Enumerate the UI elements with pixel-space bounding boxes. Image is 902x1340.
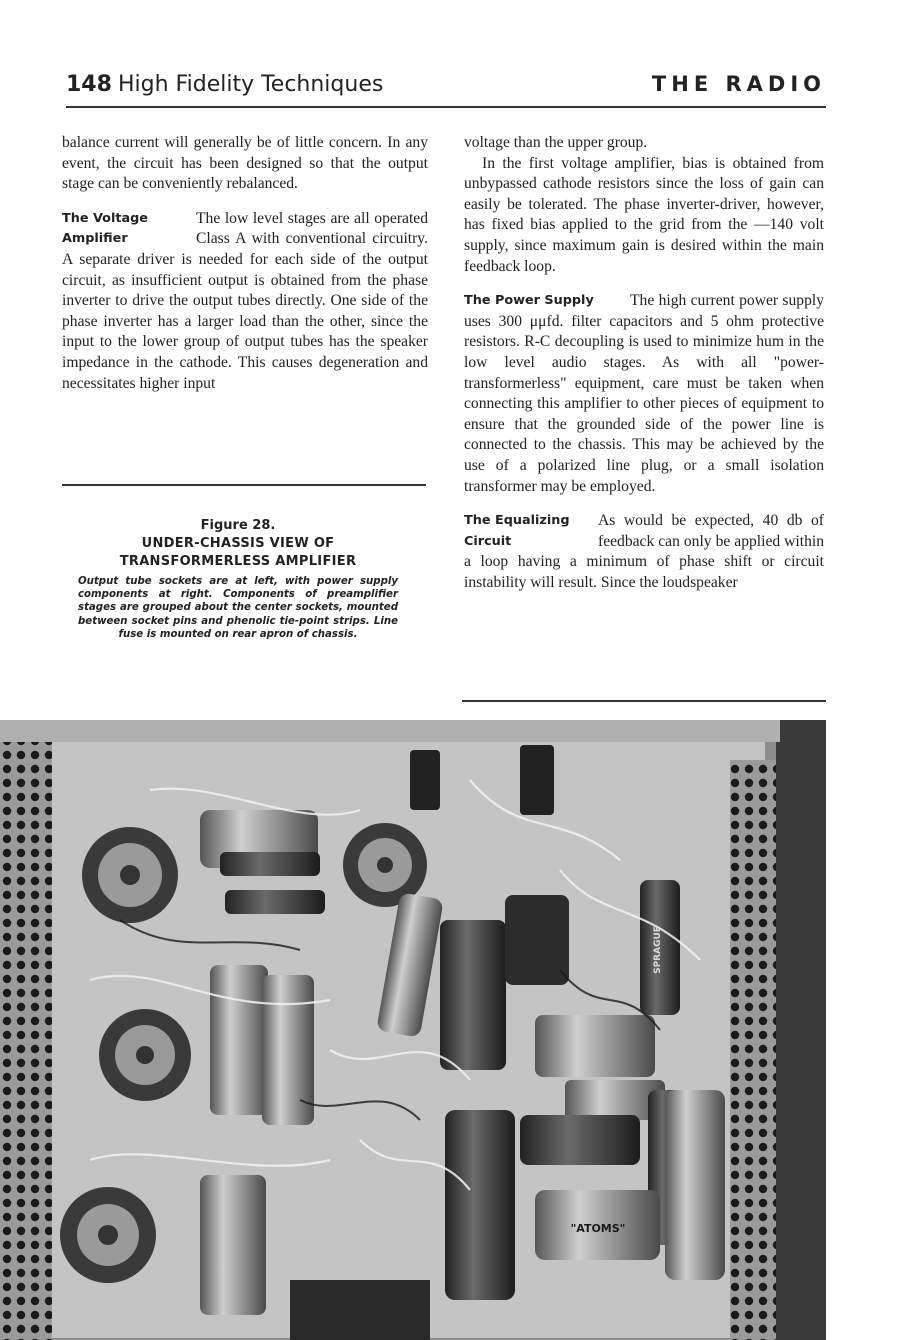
book-title: High Fidelity Techniques	[118, 72, 384, 97]
power-supply-heading: The Power Supply	[464, 293, 594, 309]
header-rule	[66, 106, 826, 108]
voltage-amplifier-heading: The Voltage Amplifier	[62, 210, 148, 247]
right-paragraph-3: The high current power supply uses 300 μμfd. filter capacitors and 5 ohm protective resistors. R-C decoupling is used to minimize hum in the low level audio stages. As with all "power-transformerless" equipment, care must be taken when connecting this amplifier to other pieces of equipment to ensure that the grounded side of the power line is connected to the chassis. This may be achieved by the use of a polarized line plug, or a small isolation transformer may be employed.	[464, 292, 824, 495]
tube-socket-bottom-left	[60, 1187, 156, 1283]
figure-description: Output tube sockets are at left, with power supply components at right. Components of preamplifier stages are grouped about the center sockets, mounted between socket pins and phenolic tie-point strips. Line fuse is mounted on rear apron of chassis.	[78, 576, 398, 640]
right-paragraph-2: In the first voltage amplifier, bias is obtained from unbypassed cathode resistors since the loss of gain can easily be tolerated. The phase inverter-driver, however, has fixed bias applied to the grid from the —140 volt supply, since maximum gain is desired within the main feedback loop.	[464, 154, 824, 275]
power-supply-section	[464, 291, 824, 497]
atoms-label: "ATOMS"	[570, 1222, 626, 1235]
filter-capacitor-upper	[505, 895, 569, 985]
filter-capacitor-lower-right	[665, 1090, 725, 1280]
caption-top-rule	[62, 484, 426, 486]
resistor-top-1	[220, 852, 320, 876]
right-paragraph-1: voltage than the upper group.	[464, 134, 648, 151]
fuse-holder-right	[520, 745, 554, 815]
left-paragraph-2: The low level stages are all operated Class A with conventional circuitry. A separate driver is needed for each side of the output circuit, as insufficient output is obtained from the phase inverter to drive the output tubes directly. One side of the phase inverter has a larger load than the other, since the input to the lower group of output tubes has the speaker impedance in the cathode. This causes degeneration and necessitates higher input	[62, 209, 428, 392]
page-number: 148	[66, 72, 112, 97]
resistor-top-2	[225, 890, 325, 914]
figure-caption	[78, 517, 398, 641]
capacitor-lower-center	[520, 1115, 640, 1165]
capacitor-lower-left	[200, 1175, 266, 1315]
electrolytic-capacitor-1	[210, 965, 268, 1115]
right-column	[464, 133, 824, 593]
filter-capacitor-lower-left	[445, 1110, 515, 1300]
tube-socket-top-left	[82, 827, 178, 923]
left-column	[62, 133, 428, 394]
terminal-strip-bottom	[290, 1280, 430, 1340]
figure-label: Figure 28.	[200, 518, 276, 533]
section-title: THE RADIO	[651, 72, 826, 96]
left-paragraph-1: balance current will generally be of little concern. In any event, the circuit has been designed so that the output stage can be conveniently rebalanced.	[62, 134, 428, 193]
chassis-photo	[0, 720, 826, 1340]
photo-top-rule	[462, 700, 826, 702]
figure-title: UNDER-CHASSIS VIEW OF TRANSFORMERLESS AMPLIFIER	[119, 536, 357, 569]
capacitor-mid-horizontal	[535, 1015, 655, 1077]
voltage-amplifier-section	[62, 209, 428, 394]
chassis-illustration	[0, 720, 826, 1340]
page-header	[66, 68, 826, 108]
tube-socket-middle-left	[99, 1009, 191, 1101]
fuse-holder-left	[410, 750, 440, 810]
right-paragraph-4: As would be expected, 40 db of feedback can only be applied within a loop having a minimum of phase shift or circuit instability will result. Since the loudspeaker	[464, 512, 824, 591]
tube-socket-center	[343, 823, 427, 907]
equalizing-circuit-section	[464, 511, 824, 593]
equalizing-circuit-heading: The Equalizing Circuit	[464, 513, 570, 549]
sprague-label: SPRAGUE	[653, 926, 663, 974]
filter-capacitor-center	[440, 920, 506, 1070]
